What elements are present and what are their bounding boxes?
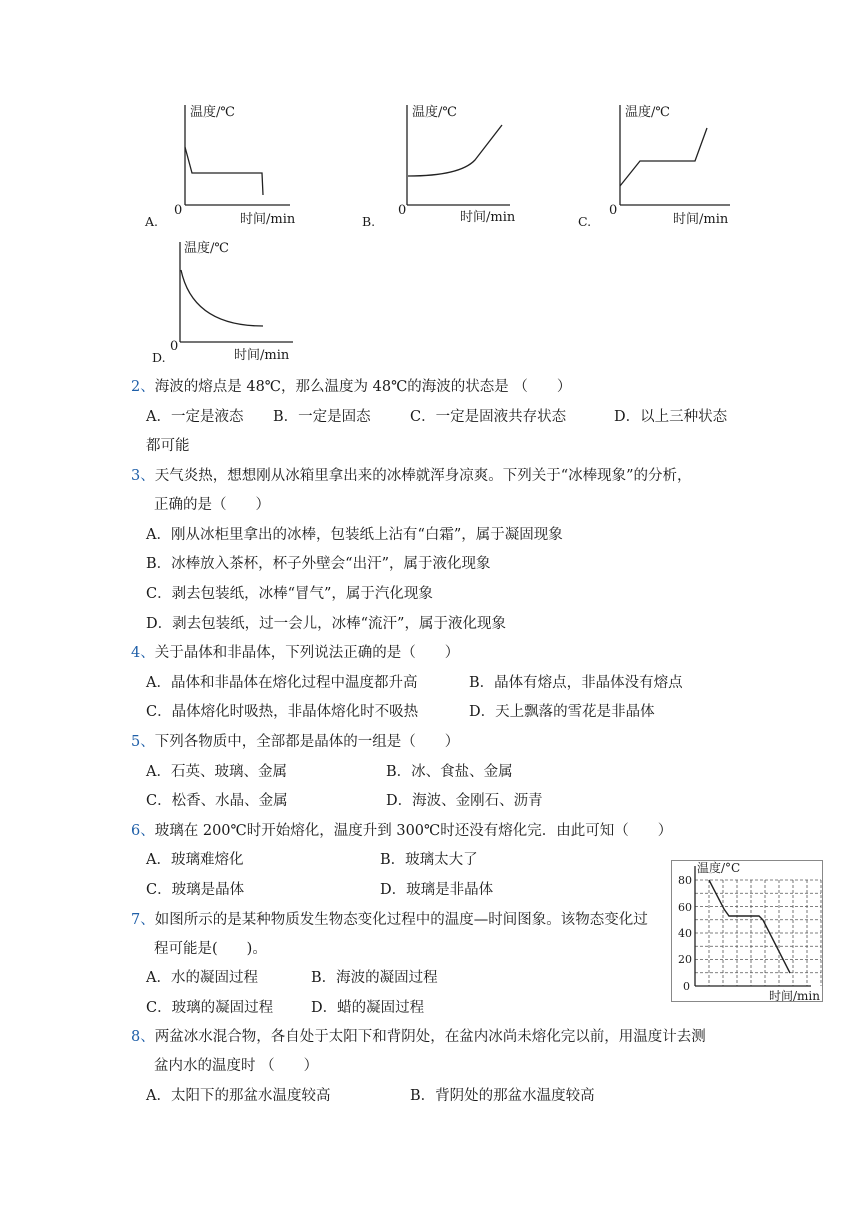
- option: D．以上三种状态: [614, 409, 728, 425]
- option: C．玻璃是晶体: [146, 882, 245, 898]
- option: B．背阴处的那盆水温度较高: [410, 1088, 595, 1104]
- option: B．晶体有熔点，非晶体没有熔点: [469, 675, 683, 691]
- graph-a-x-label: 时间/min: [240, 212, 296, 227]
- graph-a-origin: 0: [174, 203, 183, 218]
- graph-b-option: B.: [362, 214, 376, 229]
- option: D．玻璃是非晶体: [380, 882, 494, 898]
- question-5-stem: 5、下列各物质中，全部都是晶体的一组是（ ）: [131, 734, 460, 750]
- option: C．一定是固液共存状态: [410, 409, 567, 425]
- option-continuation: 都可能: [146, 438, 190, 454]
- graph-c-x-label: 时间/min: [673, 212, 729, 227]
- option: A．太阳下的那盆水温度较高: [146, 1088, 331, 1104]
- graph-b-x-label: 时间/min: [460, 210, 516, 225]
- option: B．海波的凝固过程: [311, 970, 438, 986]
- question-number: 4、: [131, 645, 155, 661]
- graph-d-x-label: 时间/min: [234, 348, 290, 363]
- option: B．冰、食盐、金属: [386, 764, 513, 780]
- option: C．剥去包装纸，冰棒“冒气”，属于汽化现象: [146, 586, 433, 602]
- graph-c-option: C.: [578, 214, 592, 229]
- q7-x-label: 时间/min: [769, 989, 820, 1003]
- graph-d: [148, 236, 338, 366]
- question-4-stem: 4、关于晶体和非晶体，下列说法正确的是（ ）: [131, 645, 460, 661]
- question-3-stem: 3、天气炎热，想想刚从冰箱里拿出来的冰棒就浑身凉爽。下列关于“冰棒现象”的分析，: [131, 468, 692, 484]
- graph-a-y-label: 温度/℃: [190, 105, 235, 120]
- graph-b-origin: 0: [398, 203, 407, 218]
- question-number: 2、: [131, 379, 155, 395]
- option: B．玻璃太大了: [380, 852, 478, 868]
- question-8-stem: 8、两盆冰水混合物，各自处于太阳下和背阴处，在盆内冰尚未熔化完以前，用温度计去测: [131, 1029, 706, 1045]
- option: A．玻璃难熔化: [146, 852, 244, 868]
- graph-b: [360, 100, 550, 235]
- question-2-stem: 2、海波的熔点是 48℃，那么温度为 48℃的海波的状态是 （ ）: [131, 379, 572, 395]
- question-stem-line: 盆内水的温度时 （ ）: [154, 1058, 319, 1074]
- question-number: 6、: [131, 823, 155, 839]
- option: A．刚从冰柜里拿出的冰棒，包装纸上沾有“白霜”，属于凝固现象: [146, 527, 563, 543]
- graph-c: [575, 100, 765, 235]
- graph-a: [140, 100, 330, 235]
- graph-d-y-label: 温度/℃: [184, 241, 229, 256]
- graph-d-option: D.: [152, 350, 166, 365]
- option: C．松香、水晶、金属: [146, 793, 288, 809]
- q7-y-label: 温度/°C: [697, 861, 741, 875]
- graph-a-option: A.: [145, 214, 159, 229]
- question-number: 8、: [131, 1029, 155, 1045]
- graph-d-origin: 0: [170, 339, 179, 354]
- question-7-stem: 7、如图所示的是某种物质发生物态变化过程中的温度—时间图象。该物态变化过: [131, 912, 648, 928]
- option: D．天上飘落的雪花是非晶体: [469, 704, 655, 720]
- option: D．剥去包装纸，过一会儿，冰棒“流汗”，属于液化现象: [146, 616, 506, 632]
- q7-temperature-chart: [671, 860, 823, 1002]
- option: B．一定是固态: [273, 409, 371, 425]
- graph-c-origin: 0: [609, 203, 618, 218]
- question-stem-line: 正确的是（ ）: [154, 497, 270, 513]
- option: A．石英、玻璃、金属: [146, 764, 287, 780]
- option: A．晶体和非晶体在熔化过程中温度都升高: [146, 675, 418, 691]
- question-6-stem: 6、玻璃在 200℃时开始熔化，温度升到 300℃时还没有熔化完．由此可知（ ）: [131, 823, 673, 839]
- question-stem-line: 程可能是( )。: [154, 941, 267, 957]
- option: A．水的凝固过程: [146, 970, 258, 986]
- option: B．冰棒放入茶杯，杯子外壁会“出汗”，属于液化现象: [146, 556, 491, 572]
- question-number: 3、: [131, 468, 155, 484]
- graph-c-y-label: 温度/℃: [625, 105, 670, 120]
- q7-y-tick: 20: [678, 953, 692, 966]
- option: A．一定是液态: [146, 409, 244, 425]
- option: D．蜡的凝固过程: [311, 1000, 425, 1016]
- q7-y-tick: 0: [683, 980, 690, 993]
- question-number: 5、: [131, 734, 155, 750]
- option: D．海波、金刚石、沥青: [386, 793, 543, 809]
- q7-y-tick: 60: [678, 901, 692, 914]
- option: C．晶体熔化时吸热，非晶体熔化时不吸热: [146, 704, 419, 720]
- question-number: 7、: [131, 912, 155, 928]
- q7-y-tick: 80: [678, 874, 692, 887]
- graph-b-y-label: 温度/℃: [412, 105, 457, 120]
- q7-y-tick: 40: [678, 927, 692, 940]
- option: C．玻璃的凝固过程: [146, 1000, 274, 1016]
